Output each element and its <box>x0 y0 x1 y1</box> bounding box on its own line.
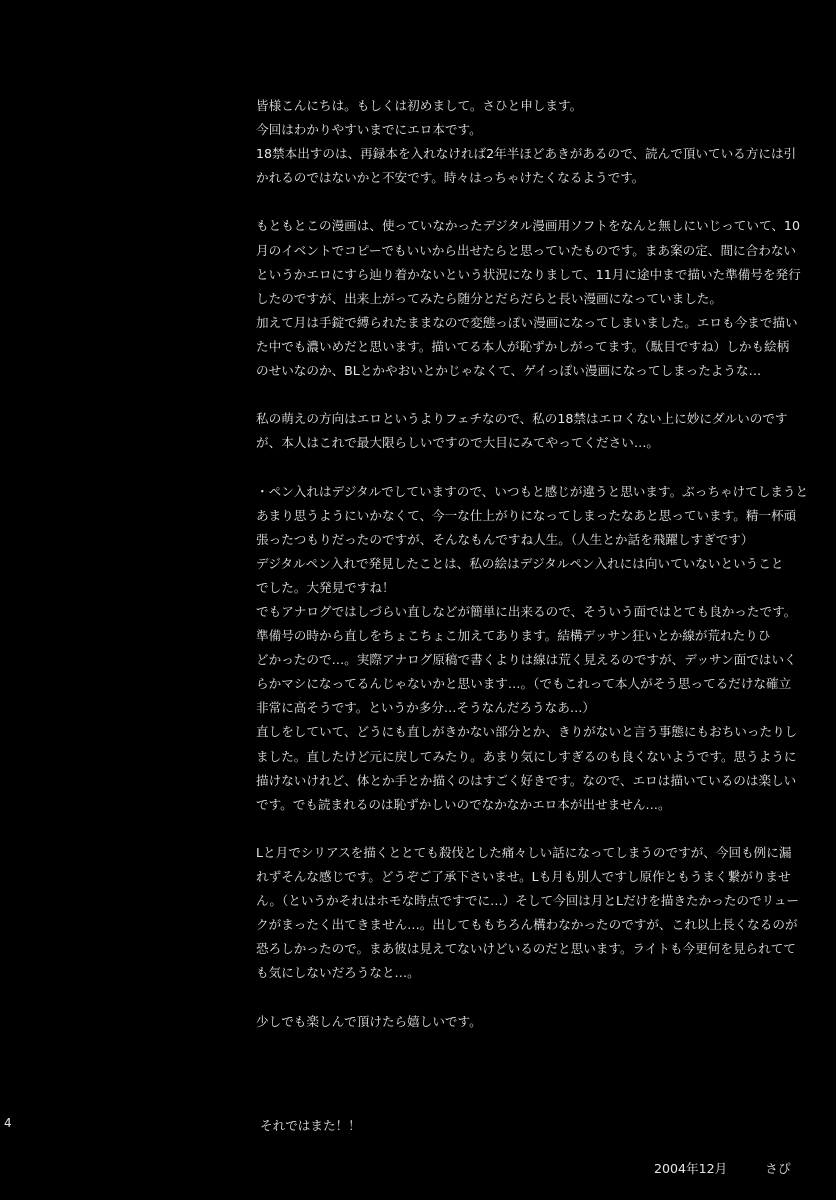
paragraph-gap <box>256 985 776 1009</box>
paragraph-gap <box>256 455 776 479</box>
text-line: どかったので…。実際アナログ原稿で書くよりは線は荒く見えるのですが、デッサン面ではいく <box>256 652 797 668</box>
text-line: 皆様こんにちは。もしくは初めまして。さひと申します。 <box>256 98 583 113</box>
text-line: のせいなのか、BLとかやおいとかじゃなくて、ゲイっぽい漫画になってしまったような… <box>256 363 762 379</box>
paragraph <box>256 480 809 817</box>
paragraph-gap <box>256 383 776 407</box>
signature-author: さぴ <box>765 1161 791 1176</box>
text-line: ました。直したけど元に戻してみたり。あまり気にしすぎるのも良くないようです。思うように <box>256 748 797 764</box>
text-line: 非常に高そうです。というか多分…そうなんだろうなあ…） <box>256 700 596 716</box>
text-line: クがまったく出てきません…。出してももちろん構わなかったのですが、これ以上長くなるのが <box>256 917 798 933</box>
text-line: ん。（というかそれはホモな時点ですでに…）そして今回は月とLだけを描きたかったのでリュー <box>256 893 800 909</box>
paragraph <box>256 1010 776 1034</box>
text-line: 加えて月は手錠で縛られたままなので変態っぽい漫画になってしまいました。エロも今まで描い <box>256 314 798 330</box>
paragraph <box>256 94 797 190</box>
text-line: もともとこの漫画は、使っていなかったデジタル漫画用ソフトをなんと無しにいじっていて、10 <box>256 218 800 234</box>
text-line: 月のイベントでコピーでもいいから出せたらと思っていたものです。まあ案の定、間に合わない <box>256 242 797 258</box>
paragraph <box>256 407 788 455</box>
text-line: 私の萌えの方向はエロというよりフェチなので、私の18禁はエロくない上に妙にダルいのです <box>256 411 788 427</box>
text-line: です。でも読まれるのは恥ずかしいのでなかなかエロ本が出せません…。 <box>256 796 671 812</box>
paragraph <box>256 841 800 986</box>
text-line: れずそんな感じです。どうぞご了承下さいませ。Lも月も別人ですし原作ともうまく繋がりませ <box>256 869 791 884</box>
text-line: が、本人はこれで最大限らしいですので大目にみてやってください…。 <box>256 435 659 451</box>
text-line: ・ペン入れはデジタルでしていますので、いつもと感じが違うと思います。ぶっちゃけてしまうと <box>256 483 809 499</box>
text-line: 描けないけれど、体とか手とか描くのはすごく好きです。なので、エロは描いているのは楽しい <box>256 772 797 788</box>
signature-date: 2004年12月 <box>654 1161 728 1176</box>
text-line: 今回はわかりやすいまでにエロ本です。 <box>256 122 482 138</box>
text-line: も気にしないだろうなと…。 <box>256 965 420 981</box>
closing-line: それではまた！！ <box>260 1118 361 1133</box>
page-number: 4 <box>4 1116 12 1130</box>
text-line: 18禁本出すのは、再録本を入れなければ2年半ほどあきがあるので、読んで頂いている方には引 <box>256 146 797 162</box>
text-line: Lと月でシリアスを描くととても殺伐とした痛々しい話になってしまうのですが、今回も例に漏 <box>256 844 792 860</box>
paragraph <box>256 214 801 383</box>
signature <box>654 1161 790 1177</box>
text-line: 恐ろしかったので。まあ彼は見えてないけどいるのだと思います。ライトも今更何を見られてて <box>256 941 796 957</box>
text-line: あまり思うようにいかなくて、今一な仕上がりになってしまったなあと思っています。精一杯頑 <box>256 507 797 523</box>
text-line: というかエロにすら辿り着かないという状況になりまして、11月に途中まで描いた準備号を発行 <box>256 266 801 282</box>
text-line: でした。大発見ですね！ <box>256 579 395 595</box>
text-line: でもアナログではしづらい直しなどが簡単に出来るので、そういう面ではとても良かったです。 <box>256 603 797 619</box>
paragraph-gap <box>256 817 776 841</box>
afterword-body <box>256 94 809 1034</box>
text-line: 張ったつもりだったのですが、そんなもんですね人生。（人生とか話を飛躍しすぎです） <box>256 531 754 547</box>
text-line: らかマシになってるんじゃないかと思います…。（でもこれって本人がそう思ってるだけな確立 <box>256 676 792 692</box>
text-line: かれるのではないかと不安です。時々はっちゃけたくなるようです。 <box>256 170 645 186</box>
text-line: 少しでも楽しんで頂けたら嬉しいです。 <box>256 1013 482 1029</box>
text-line: したのですが、出来上がってみたら随分とだらだらと長い漫画になっていました。 <box>256 290 722 306</box>
text-line: た中でも濃いめだと思います。描いてる本人が恥ずかしがってます。（駄目ですね）しかも絵柄 <box>256 338 790 354</box>
text-line: 直しをしていて、どうにも直しがきかない部分とか、きりがないと言う事態にもおちいったりし <box>256 724 798 740</box>
paragraph-gap <box>256 190 776 214</box>
text-line: デジタルペン入れで発見したことは、私の絵はデジタルペン入れには向いていないということ <box>256 555 784 571</box>
text-line: 準備号の時から直しをちょこちょこ加えてあります。結構デッサン狂いとか線が荒れたりひ <box>256 628 771 644</box>
